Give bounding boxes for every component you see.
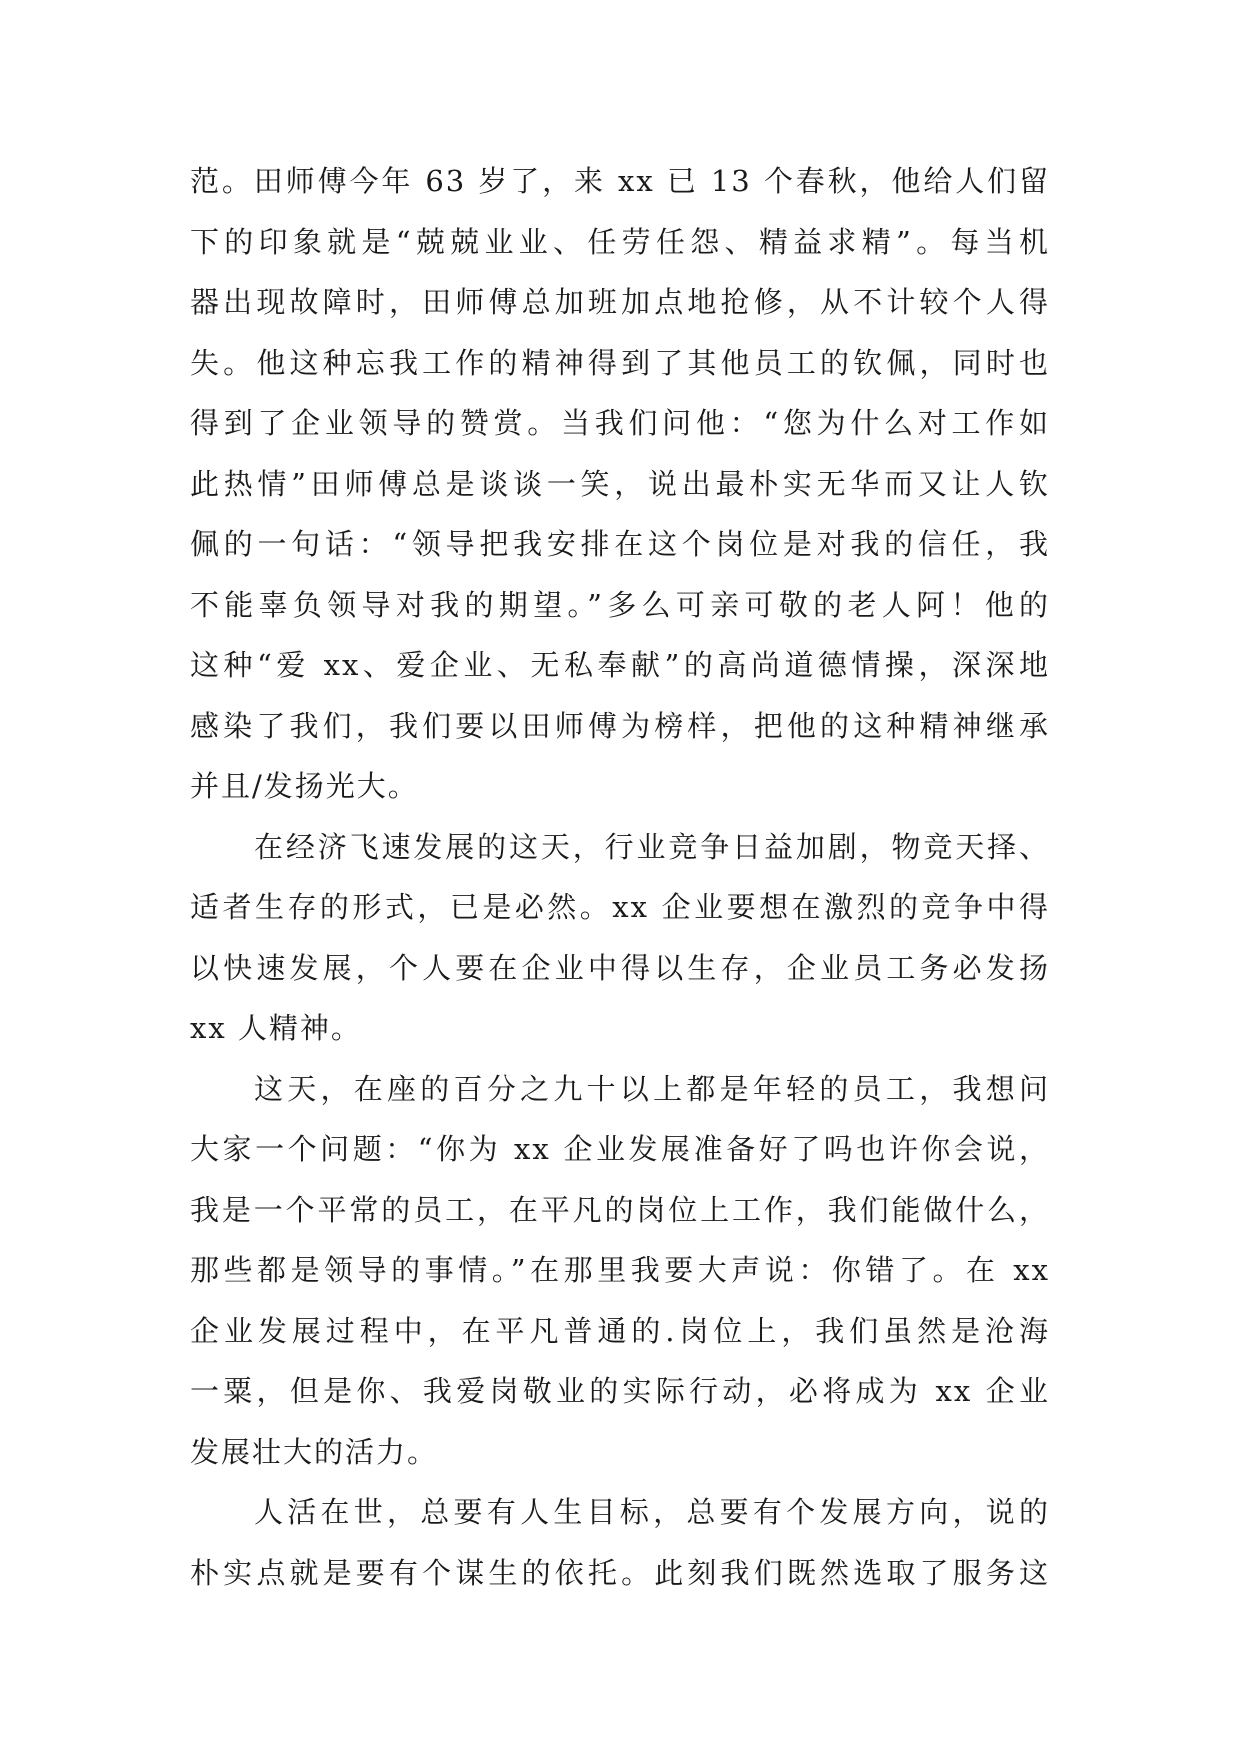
- text-line: 这种“爱 xx、爱企业、无私奉献”的高尚道德情操，深深地: [190, 648, 1050, 682]
- text-line: xx 人精神。: [190, 1011, 362, 1045]
- text-line: 此热情”田师傅总是谈谈一笑，说出最朴实无华而又让人钦: [190, 466, 1050, 501]
- text-line: 适者生存的形式，已是必然。xx 企业要想在激烈的竞争中得: [190, 890, 1050, 924]
- text-line: 发展壮大的活力。: [190, 1434, 439, 1469]
- text-line: 得到了企业领导的赞赏。当我们问他：“您为什么对工作如: [190, 406, 1050, 440]
- text-line: 朴实点就是要有个谋生的依托。此刻我们既然选取了服务这: [190, 1555, 1050, 1590]
- text-line: 失。他这种忘我工作的精神得到了其他员工的钦佩，同时也: [190, 345, 1050, 380]
- text-line: 下的印象就是“兢兢业业、任劳任怨、精益求精”。每当机: [190, 224, 1050, 259]
- text-line: 在经济飞速发展的这天，行业竞争日益加剧，物竞天择、: [254, 829, 1050, 864]
- text-line: 佩的一句话：“领导把我安排在这个岗位是对我的信任，我: [190, 527, 1050, 561]
- text-line: 人活在世，总要有人生目标，总要有个发展方向，说的: [254, 1495, 1050, 1529]
- text-line: 以快速发展，个人要在企业中得以生存，企业员工务必发扬: [190, 950, 1050, 985]
- text-line: 那些都是领导的事情。”在那里我要大声说：你错了。在 xx: [190, 1253, 1050, 1287]
- document-body: [190, 151, 1050, 1603]
- text-line: 范。田师傅今年 63 岁了，来 xx 已 13 个春秋，他给人们留: [190, 164, 1050, 198]
- text-line: 大家一个问题：“你为 xx 企业发展准备好了吗也许你会说，: [190, 1132, 1050, 1166]
- text-line: 企业发展过程中，在平凡普通的.岗位上，我们虽然是沧海: [190, 1313, 1050, 1348]
- text-line: 感染了我们，我们要以田师傅为榜样，把他的这种精神继承: [190, 708, 1050, 743]
- text-line: 这天，在座的百分之九十以上都是年轻的员工，我想问: [254, 1071, 1050, 1106]
- text-line: 不能辜负领导对我的期望。”多么可亲可敬的老人阿！他的: [190, 587, 1050, 622]
- text-line: 并且/发扬光大。: [190, 769, 419, 803]
- text-line: 一粟，但是你、我爱岗敬业的实际行动，必将成为 xx 企业: [190, 1374, 1050, 1408]
- text-line: 器出现故障时，田师傅总加班加点地抢修，从不计较个人得: [190, 285, 1050, 319]
- text-line: 我是一个平常的员工，在平凡的岗位上工作，我们能做什么，: [190, 1192, 1050, 1227]
